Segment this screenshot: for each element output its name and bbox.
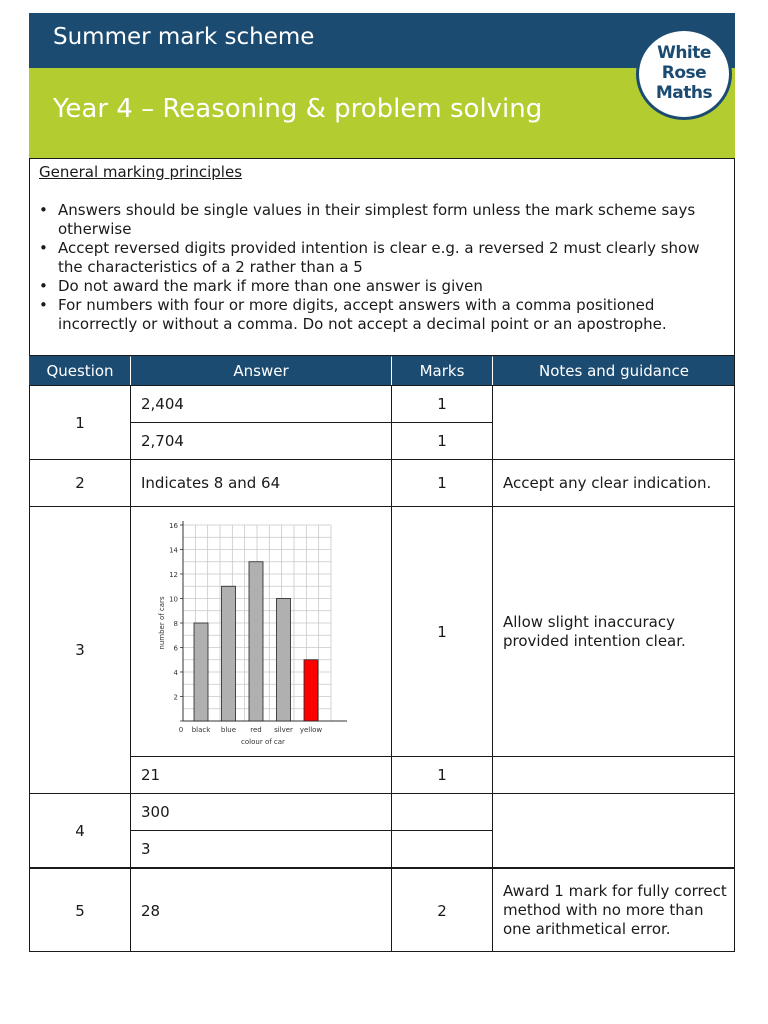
y-tick-label: 6 [173, 644, 178, 653]
notes-2: Accept any clear indication. [492, 459, 735, 506]
marking-principles-box [29, 158, 735, 356]
logo-word-2: Rose [661, 63, 707, 83]
y-tick-label: 4 [173, 669, 178, 677]
question-3: 3 [29, 506, 130, 793]
principle-item: • Answers should be single values in their simplest form unless the mark scheme says otherwise [39, 201, 725, 239]
question-5: 5 [29, 867, 130, 952]
header-question: Question [29, 356, 130, 385]
principles-list [39, 201, 725, 334]
answer-4a: 300 [130, 793, 391, 830]
marks-3b: 1 [391, 756, 492, 793]
answer-2: Indicates 8 and 64 [130, 459, 391, 506]
bar-blue [222, 586, 236, 721]
x-tick-label: silver [274, 726, 293, 734]
answer-1a: 2,404 [130, 385, 391, 422]
x-tick-label: blue [220, 726, 237, 734]
marks-4b [391, 830, 492, 867]
marks-2: 1 [391, 459, 492, 506]
x-axis-label: colour of car [241, 738, 285, 746]
origin-label: 0 [178, 726, 184, 734]
header-subtitle-bar [29, 68, 735, 158]
bar-silver [277, 599, 291, 722]
y-tick-label: 2 [173, 693, 178, 702]
logo-word-3: Maths [655, 83, 713, 103]
question-4: 4 [29, 793, 130, 867]
answer-4b: 3 [130, 830, 391, 867]
principle-item: • Do not award the mark if more than one answer is given [39, 277, 725, 296]
x-tick-label: yellow [299, 726, 323, 734]
marks-1b: 1 [391, 422, 492, 459]
marks-5: 2 [391, 867, 492, 952]
question-2: 2 [29, 459, 130, 506]
mark-scheme-table [29, 356, 735, 952]
y-tick-label: 8 [173, 620, 178, 628]
notes-3: Allow slight inaccuracy provided intention clear. [492, 506, 735, 756]
header-answer: Answer [130, 356, 391, 385]
x-tick-label: red [250, 726, 262, 734]
bar-red [249, 562, 263, 721]
bar-black [194, 623, 208, 721]
answer-3b: 21 [130, 756, 391, 793]
y-tick-label: 10 [169, 595, 178, 604]
notes-4 [492, 793, 735, 867]
notes-1 [492, 385, 735, 459]
marks-3a: 1 [391, 506, 492, 756]
header-notes: Notes and guidance [492, 356, 735, 385]
answer-5: 28 [130, 867, 391, 952]
x-tick-label: black [191, 726, 211, 734]
principle-item: • Accept reversed digits provided intention is clear e.g. a reversed 2 must clearly show the characteristics of a 2 rather than a 5 [39, 239, 725, 277]
y-tick-label: 12 [169, 571, 178, 579]
y-tick-label: 16 [169, 522, 178, 530]
principle-item: • For numbers with four or more digits, accept answers with a comma positioned incorrectly or without a comma. Do not accept a decimal point or an apostrophe. [39, 296, 725, 334]
y-tick-label: 14 [169, 546, 178, 555]
y-axis-label: number of cars [158, 596, 166, 650]
marks-4a [391, 793, 492, 830]
page-title: Summer mark scheme [53, 24, 315, 50]
answer-1b: 2,704 [130, 422, 391, 459]
bar-yellow [304, 660, 318, 721]
bar-chart [150, 512, 360, 752]
notes-3b [492, 756, 735, 793]
logo-word-1: White [657, 43, 711, 63]
marks-1a: 1 [391, 385, 492, 422]
principles-title: General marking principles [39, 163, 243, 181]
question-1: 1 [29, 385, 130, 459]
header-title-bar [29, 13, 735, 68]
page-subtitle: Year 4 – Reasoning & problem solving [53, 94, 543, 124]
notes-5: Award 1 mark for fully correct method with no more than one arithmetical error. [492, 867, 735, 952]
white-rose-maths-logo [636, 28, 732, 120]
header-marks: Marks [391, 356, 492, 385]
